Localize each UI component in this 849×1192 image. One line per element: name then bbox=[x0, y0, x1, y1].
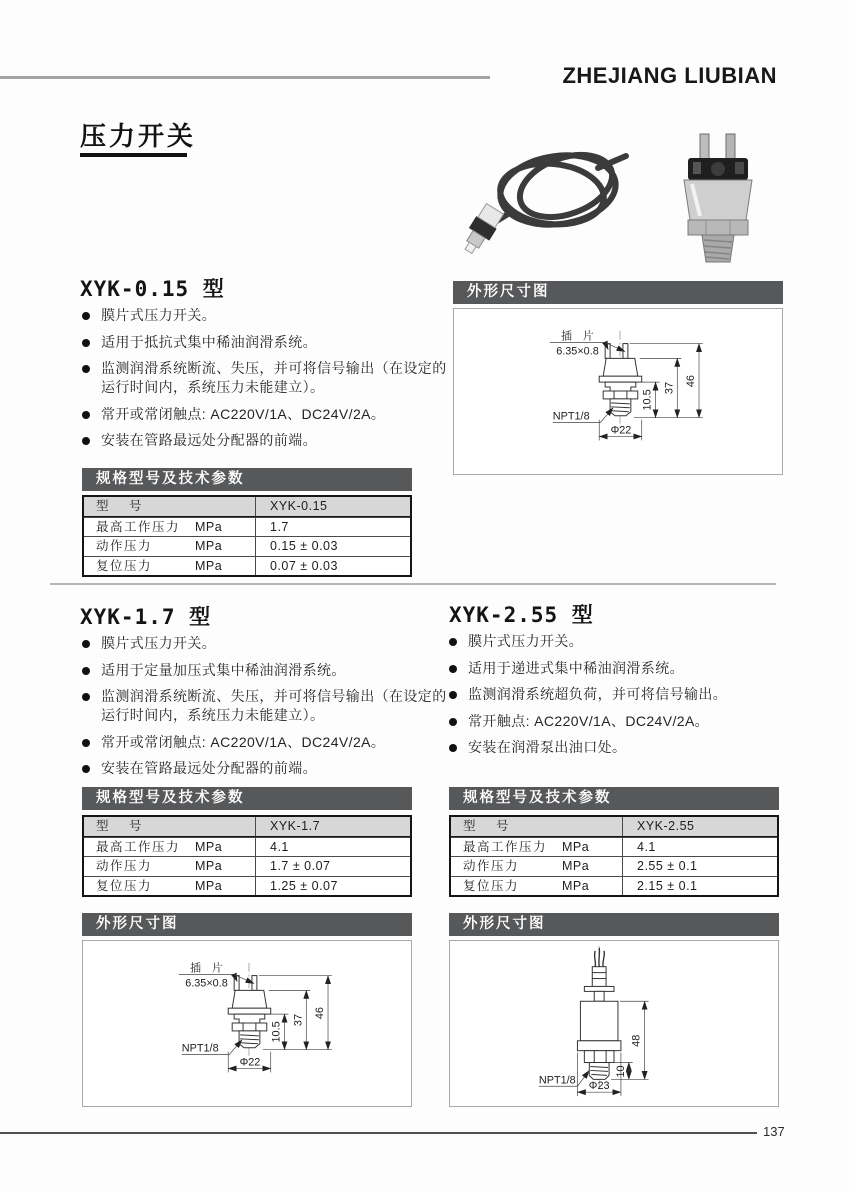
list-item bbox=[82, 333, 454, 352]
tab-label: 插 片 bbox=[190, 962, 223, 975]
dim-label: 10.5 bbox=[641, 389, 654, 411]
spec-header-xyk255 bbox=[449, 787, 779, 810]
tab-label: 插 片 bbox=[561, 330, 594, 343]
dimension-diagram-header-top bbox=[453, 281, 783, 304]
tab-size-label: 6.35×0.8 bbox=[185, 977, 228, 990]
bullet-icon bbox=[82, 312, 90, 320]
table-row: 复位压力 MPa 1.25 ± 0.07 bbox=[84, 876, 410, 896]
feature-list-xyk255 bbox=[449, 632, 821, 765]
brand-text: ZHEJIANG LIUBIAN bbox=[562, 63, 777, 88]
dimension-diagram-box-xyk015 bbox=[453, 308, 783, 475]
bar-label: 外形尺寸图 bbox=[96, 916, 179, 932]
diameter-label: Φ22 bbox=[610, 424, 632, 437]
bullet-icon bbox=[82, 667, 90, 675]
feature-list-xyk015 bbox=[82, 306, 454, 458]
title-underline bbox=[80, 153, 187, 157]
bullet-text: 适用于递进式集中稀油润滑系统。 bbox=[468, 659, 684, 676]
table-header-row: 型 号 XYK-2.55 bbox=[451, 817, 777, 837]
dimension-diagram-header-xyk17 bbox=[82, 913, 412, 936]
list-item bbox=[82, 431, 454, 450]
table-header-row: 型 号 XYK-1.7 bbox=[84, 817, 410, 837]
photo-cable-switch bbox=[482, 143, 626, 231]
bullet-text: 常开触点: AC220V/1A、DC24V/2A。 bbox=[468, 712, 710, 729]
bullet-icon bbox=[82, 339, 90, 347]
bar-label: 规格型号及技术参数 bbox=[463, 790, 612, 806]
dim-label: 37 bbox=[292, 1013, 305, 1027]
switch-outline bbox=[228, 976, 270, 1048]
dimension-diagram-box-xyk255 bbox=[449, 940, 779, 1107]
bullet-text: 常开或常闭触点: AC220V/1A、DC24V/2A。 bbox=[101, 733, 386, 750]
list-item bbox=[449, 738, 821, 757]
bullet-text: 监测润滑系统超负荷，并可将信号输出。 bbox=[468, 686, 728, 702]
spec-header-xyk17 bbox=[82, 787, 412, 810]
table-row: 复位压力 MPa 2.15 ± 0.1 bbox=[451, 876, 777, 896]
photo-metal-switch bbox=[684, 134, 752, 262]
bar-label: 外形尺寸图 bbox=[467, 284, 550, 300]
bullet-text: 安装在润滑泵出油口处。 bbox=[468, 739, 627, 755]
bar-label: 外形尺寸图 bbox=[463, 916, 546, 932]
bullet-text: 监测润滑系统断流、失压，并可将信号输出（在设定的运行时间内，系统压力未能建立）。 bbox=[101, 688, 447, 723]
bullet-text: 膜片式压力开关。 bbox=[101, 307, 217, 323]
table-row: 复位压力 MPa 0.07 ± 0.03 bbox=[84, 556, 410, 576]
bullet-text: 监测润滑系统断流、失压，并可将信号输出（在设定的运行时间内，系统压力未能建立）。 bbox=[101, 360, 447, 395]
thread-label: NPT1/8 bbox=[552, 410, 590, 423]
bullet-icon bbox=[449, 691, 457, 699]
dimension-diagram-header-xyk255 bbox=[449, 913, 779, 936]
feature-list-xyk17 bbox=[82, 634, 454, 786]
dimension-drawing-tab-type bbox=[454, 309, 782, 474]
spec-table-xyk015 bbox=[82, 495, 412, 577]
table-row: 最高工作压力 MPa 1.7 bbox=[84, 517, 410, 537]
table-row: 最高工作压力 MPa 4.1 bbox=[84, 837, 410, 857]
dim-label: 37 bbox=[663, 381, 676, 395]
dimension-drawing-tab-type bbox=[83, 941, 411, 1106]
dimension-diagram-box-xyk17 bbox=[82, 940, 412, 1107]
dimension-drawing-wire-type bbox=[450, 941, 778, 1106]
bullet-icon bbox=[82, 411, 90, 419]
bullet-text: 适用于抵抗式集中稀油润滑系统。 bbox=[101, 333, 317, 350]
section-heading-xyk255: XYK-2.55 型 bbox=[449, 603, 594, 627]
dim-label: 10 bbox=[614, 1065, 627, 1078]
switch-outline bbox=[599, 344, 641, 416]
list-item bbox=[82, 634, 454, 653]
thread-label: NPT1/8 bbox=[181, 1042, 219, 1055]
dim-label: 46 bbox=[685, 375, 698, 388]
bullet-icon bbox=[449, 718, 457, 726]
dim-label: 48 bbox=[630, 1034, 643, 1047]
bullet-icon bbox=[82, 640, 90, 648]
page-title: 压力开关 bbox=[80, 121, 197, 151]
page-number: 137 bbox=[763, 1124, 785, 1139]
bullet-text: 安装在管路最远处分配器的前端。 bbox=[101, 432, 317, 448]
list-item bbox=[82, 759, 454, 778]
list-item bbox=[82, 359, 454, 397]
diameter-label: Φ23 bbox=[588, 1080, 610, 1093]
section-heading-xyk015: XYK-0.15 型 bbox=[80, 277, 225, 301]
table-row: 动作压力 MPa 2.55 ± 0.1 bbox=[451, 856, 777, 876]
bullet-icon bbox=[82, 693, 90, 701]
bar-label: 规格型号及技术参数 bbox=[96, 471, 245, 487]
dim-label: 46 bbox=[314, 1007, 327, 1020]
table-header-row bbox=[84, 497, 410, 517]
bullet-icon bbox=[449, 638, 457, 646]
list-item bbox=[449, 685, 821, 704]
bar-label: 规格型号及技术参数 bbox=[96, 790, 245, 806]
list-item bbox=[82, 687, 454, 725]
model-label: 型 号 bbox=[96, 499, 146, 513]
diameter-label: Φ22 bbox=[239, 1056, 261, 1069]
bullet-icon bbox=[82, 365, 90, 373]
bullet-icon bbox=[449, 665, 457, 673]
bullet-icon bbox=[82, 765, 90, 773]
dim-label: 10.5 bbox=[270, 1021, 283, 1043]
spec-header-xyk015 bbox=[82, 468, 412, 491]
bullet-icon bbox=[449, 744, 457, 752]
section-divider bbox=[50, 583, 776, 585]
thread-label: NPT1/8 bbox=[538, 1074, 576, 1087]
list-item bbox=[82, 661, 454, 680]
footer-rule bbox=[0, 1132, 757, 1134]
table-row: 动作压力 MPa 1.7 ± 0.07 bbox=[84, 856, 410, 876]
switch-outline bbox=[577, 948, 620, 1079]
bullet-text: 适用于定量加压式集中稀油润滑系统。 bbox=[101, 661, 346, 678]
bullet-icon bbox=[82, 739, 90, 747]
header-rule bbox=[0, 76, 490, 79]
bullet-icon bbox=[82, 437, 90, 445]
bullet-text: 安装在管路最远处分配器的前端。 bbox=[101, 760, 317, 776]
bullet-text: 常开或常闭触点: AC220V/1A、DC24V/2A。 bbox=[101, 405, 386, 422]
model-value: XYK-0.15 bbox=[255, 497, 410, 516]
product-photos bbox=[430, 128, 795, 268]
section-heading-xyk17: XYK-1.7 型 bbox=[80, 605, 212, 629]
table-row: 动作压力 MPa 0.15 ± 0.03 bbox=[84, 536, 410, 556]
list-item bbox=[82, 733, 454, 752]
list-item bbox=[82, 306, 454, 325]
bullet-text: 膜片式压力开关。 bbox=[101, 635, 217, 651]
photo-cable-switch-head bbox=[458, 203, 505, 258]
list-item bbox=[82, 405, 454, 424]
bullet-text: 膜片式压力开关。 bbox=[468, 633, 584, 649]
spec-table-xyk17 bbox=[82, 815, 412, 897]
list-item bbox=[449, 632, 821, 651]
tab-size-label: 6.35×0.8 bbox=[556, 345, 599, 358]
table-row: 最高工作压力 MPa 4.1 bbox=[451, 837, 777, 857]
spec-table-xyk255 bbox=[449, 815, 779, 897]
list-item bbox=[449, 712, 821, 731]
list-item bbox=[449, 659, 821, 678]
